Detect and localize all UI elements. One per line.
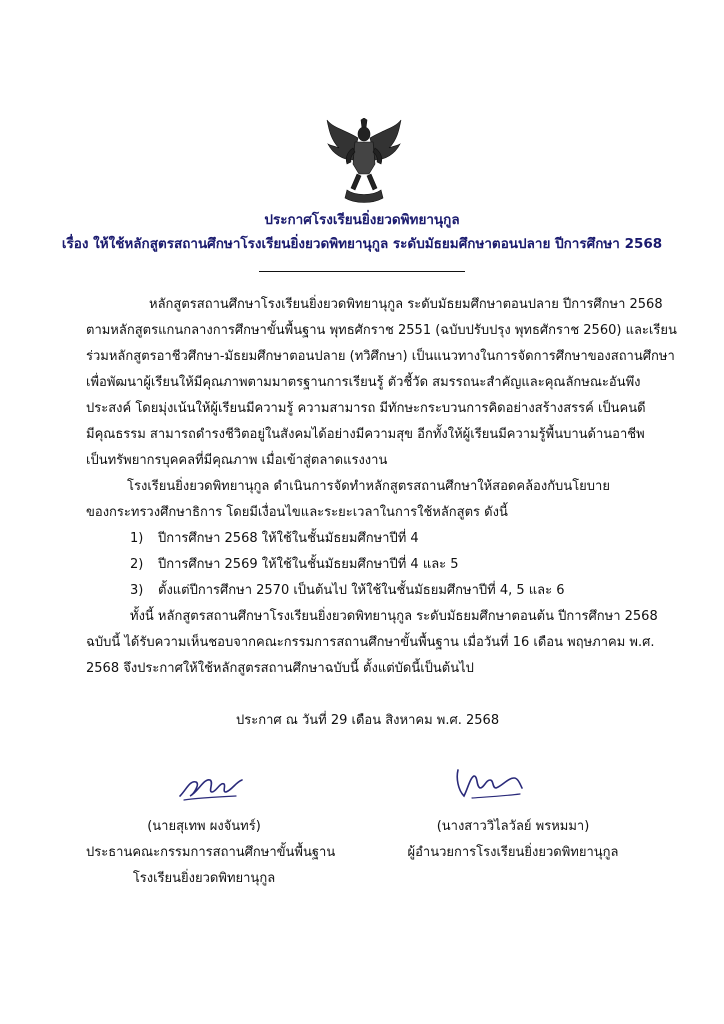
title-divider [259,271,465,272]
paragraph1-line: ร่วมหลักสูตรอาชีวศึกษา-มัธยมศึกษาตอนปลาย (ทวิศึกษา) เป็นแนวทางในการจัดการศึกษาของสถานศึกษา [86,349,675,364]
announcement-subject: เรื่อง ให้ใช้หลักสูตรสถานศึกษาโรงเรียนยิ่งยวดพิทยานุกูล ระดับมัธยมศึกษาตอนปลาย ปีการศึกษา 2568 [61,236,663,252]
paragraph1-line: ตามหลักสูตรแกนกลางการศึกษาขั้นพื้นฐาน พุทธศักราช 2551 (ฉบับปรับปรุง พุทธศักราช 2560) และเรียน [86,323,677,338]
garuda-emblem-icon [325,118,403,204]
paragraph1-line: เป็นทรัพยากรบุคคลที่มีคุณภาพ เมื่อเข้าสู่ตลาดแรงงาน [86,453,388,468]
paragraph1-line: หลักสูตรสถานศึกษาโรงเรียนยิ่งยวดพิทยานุกูล ระดับมัธยมศึกษาตอนปลาย ปีการศึกษา 2568 [149,297,663,312]
list-item-number: 3) [130,583,144,598]
left-signer-organization: โรงเรียนยิ่งยวดพิทยานุกูล [132,871,276,886]
paragraph1-line: เพื่อพัฒนาผู้เรียนให้มีคุณภาพตามมาตรฐานการเรียนรู้ ตัวชี้วัด สมรรถนะสำคัญและคุณลักษณะอันพึง [86,375,641,390]
paragraph3-line: 2568 จึงประกาศให้ใช้หลักสูตรสถานศึกษาฉบับนี้ ตั้งแต่บัดนี้เป็นต้นไป [86,661,474,676]
right-signer-position: ผู้อำนวยการโรงเรียนยิ่งยวดพิทยานุกูล [407,845,619,860]
announcement-date: ประกาศ ณ วันที่ 29 เดือน สิงหาคม พ.ศ. 2568 [236,713,500,728]
list-item: ปีการศึกษา 2568 ให้ใช้ในชั้นมัธยมศึกษาปีที่ 4 [158,531,419,546]
right-signature-image [452,764,528,804]
left-signature-image [176,770,250,804]
left-signer-position: ประธานคณะกรรมการสถานศึกษาขั้นพื้นฐาน [86,845,336,860]
paragraph1-line: ประสงค์ โดยมุ่งเน้นให้ผู้เรียนมีความรู้ ความสามารถ มีทักษะกระบวนการคิดอย่างสร้างสรรค์ เป็นคนดี [86,401,646,416]
list-item-number: 2) [130,557,144,572]
paragraph2-line: โรงเรียนยิ่งยวดพิทยานุกูล ดำเนินการจัดทำหลักสูตรสถานศึกษาให้สอดคล้องกับนโยบาย [127,479,610,494]
paragraph3-line: ฉบับนี้ ได้รับความเห็นชอบจากคณะกรรมการสถานศึกษาขั้นพื้นฐาน เมื่อวันที่ 16 เดือน พฤษภาคม พ.ศ. [86,635,655,650]
paragraph1-line: มีคุณธรรม สามารถดำรงชีวิตอยู่ในสังคมได้อย่างมีความสุข อีกทั้งให้ผู้เรียนมีความรู้พื้นบานด้านอาชีพ [86,427,645,442]
paragraph3-line: ทั้งนี้ หลักสูตรสถานศึกษาโรงเรียนยิ่งยวดพิทยานุกูล ระดับมัธยมศึกษาตอนต้น ปีการศึกษา 2568 [130,609,658,624]
announcement-title: ประกาศโรงเรียนยิ่งยวดพิทยานุกูล [264,212,460,228]
list-item: ปีการศึกษา 2569 ให้ใช้ในชั้นมัธยมศึกษาปีที่ 4 และ 5 [158,557,459,572]
left-signer-name: (นายสุเทพ ผงจันทร์) [147,819,261,834]
list-item: ตั้งแต่ปีการศึกษา 2570 เป็นต้นไป ให้ใช้ในชั้นมัธยมศึกษาปีที่ 4, 5 และ 6 [158,583,565,598]
list-item-number: 1) [130,531,144,546]
right-signer-name: (นางสาววิไลวัลย์ พรหมมา) [436,819,590,834]
paragraph2-line: ของกระทรวงศึกษาธิการ โดยมีเงื่อนไขและระยะเวลาในการใช้หลักสูตร ดังนี้ [86,505,508,520]
